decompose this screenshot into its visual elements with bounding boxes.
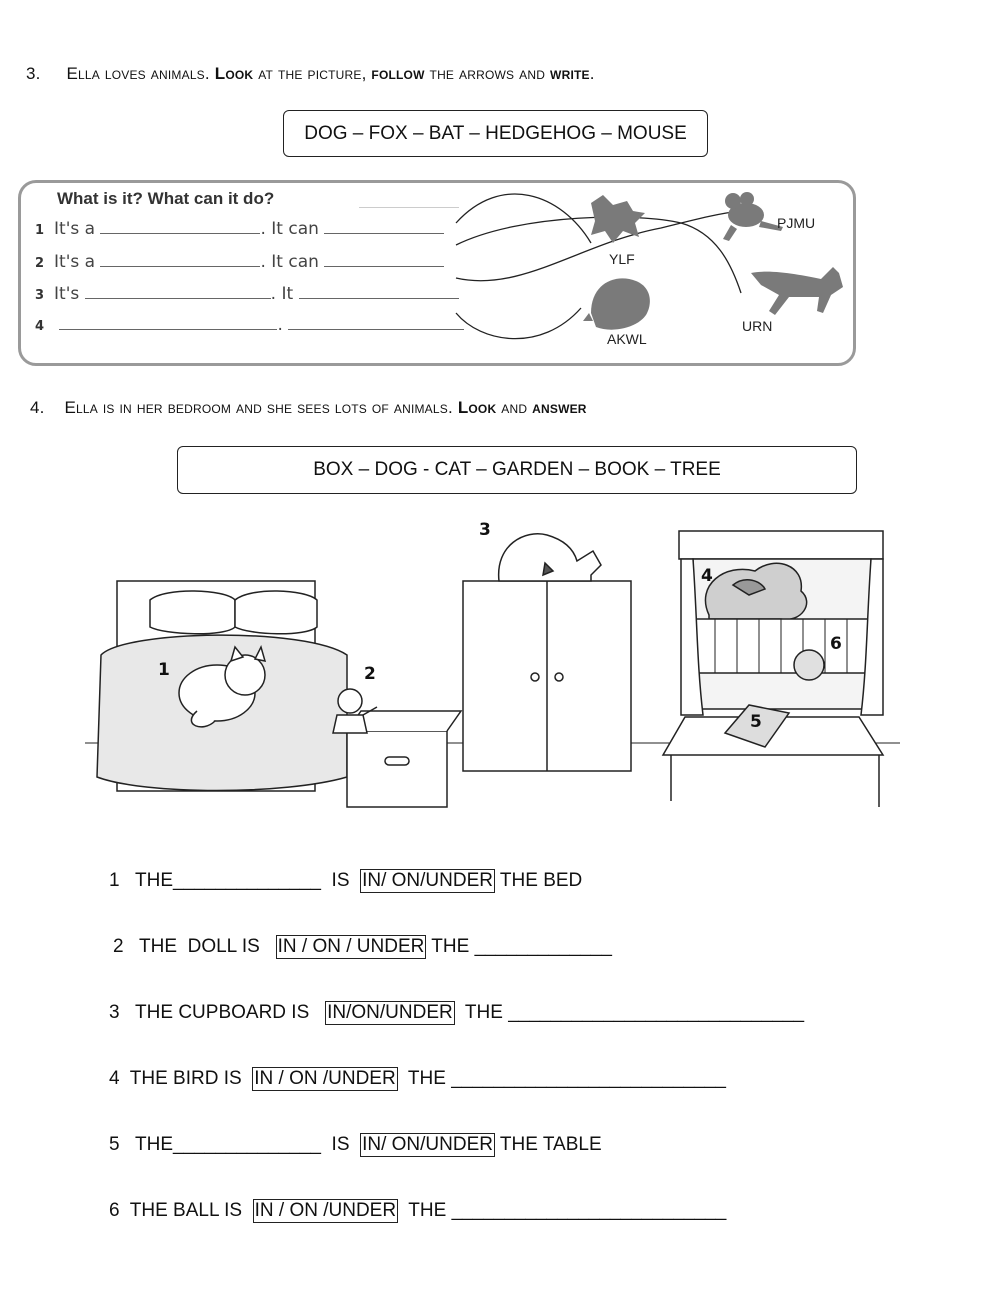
q2-options[interactable]: IN / ON / UNDER bbox=[277, 936, 425, 957]
q1-post: THE BED bbox=[494, 870, 583, 891]
label-pjmu: PJMU bbox=[777, 215, 816, 231]
pic-number-1: 1 bbox=[158, 660, 170, 680]
s3-instr-2: at the picture, bbox=[253, 64, 372, 83]
word-bank-places-text: BOX – DOG - CAT – GARDEN – BOOK – TREE bbox=[313, 459, 721, 480]
section-4-number: 4. bbox=[30, 398, 45, 417]
row-3-num: 3 bbox=[35, 288, 45, 303]
panel-row-2 bbox=[35, 252, 444, 272]
s3-instr-3: follow bbox=[371, 64, 425, 83]
q5-post: THE TABLE bbox=[494, 1134, 602, 1155]
s3-instr-5: write bbox=[550, 64, 590, 83]
question-2 bbox=[113, 935, 612, 959]
question-4 bbox=[109, 1067, 726, 1091]
question-1 bbox=[109, 869, 582, 893]
row-3-blank-a[interactable] bbox=[85, 298, 271, 299]
row-3-blank-b[interactable] bbox=[299, 298, 459, 299]
toy-box bbox=[347, 731, 447, 807]
row-1-mid: . It can bbox=[260, 219, 319, 239]
q4-options[interactable]: IN / ON /UNDER bbox=[254, 1068, 396, 1089]
q4-pre: 4 THE BIRD IS bbox=[109, 1068, 253, 1089]
label-akwl: AKWL bbox=[607, 331, 647, 347]
word-bank-animals bbox=[283, 110, 708, 157]
s3-instr-1: Look bbox=[214, 64, 254, 83]
q2-post: THE _____________ bbox=[426, 936, 612, 957]
q3-options[interactable]: IN/ON/UNDER bbox=[327, 1002, 453, 1023]
bat-icon bbox=[591, 195, 645, 243]
row-2-start: It's a bbox=[54, 252, 96, 272]
panel-row-1 bbox=[35, 219, 444, 239]
question-6 bbox=[109, 1199, 726, 1223]
row-4-num: 4 bbox=[35, 319, 45, 334]
label-ylf: YLF bbox=[609, 251, 635, 267]
matching-panel bbox=[18, 180, 856, 366]
mouse-icon bbox=[723, 192, 783, 241]
q6-post: THE __________________________ bbox=[398, 1200, 727, 1221]
label-urn: URN bbox=[742, 318, 773, 334]
dog-on-cupboard-icon bbox=[499, 534, 601, 581]
pic-number-3: 3 bbox=[479, 520, 491, 540]
q5-pre: 5 THE______________ IS bbox=[109, 1134, 361, 1155]
section-4-heading bbox=[30, 398, 587, 418]
question-3 bbox=[109, 1001, 804, 1025]
q1-pre: 1 THE______________ IS bbox=[109, 870, 361, 891]
panel-row-4 bbox=[35, 315, 464, 335]
q1-options[interactable]: IN/ ON/UNDER bbox=[362, 870, 493, 891]
pic-number-6: 6 bbox=[830, 634, 842, 654]
word-bank-animals-text: DOG – FOX – BAT – HEDGEHOG – MOUSE bbox=[304, 122, 687, 144]
row-1-start: It's a bbox=[54, 219, 96, 239]
row-3-mid: . It bbox=[270, 284, 294, 304]
pic-number-2: 2 bbox=[364, 664, 376, 684]
q3-post: THE ____________________________ bbox=[454, 1002, 805, 1023]
row-4-mid: . bbox=[277, 315, 283, 335]
row-2-blank-a[interactable] bbox=[100, 266, 260, 267]
panel-title: What is it? What can it do? bbox=[57, 189, 275, 208]
q2-pre: 2 THE DOLL IS bbox=[113, 936, 276, 957]
window-top bbox=[679, 531, 883, 559]
ball-icon bbox=[794, 650, 824, 680]
section-3-number: 3. bbox=[26, 64, 41, 83]
pic-number-4: 4 bbox=[701, 566, 713, 586]
pic-number-5: 5 bbox=[750, 712, 762, 732]
q6-options[interactable]: IN / ON /UNDER bbox=[254, 1200, 397, 1221]
row-4-blank-a[interactable] bbox=[59, 329, 277, 330]
q5-options[interactable]: IN/ ON/UNDER bbox=[362, 1134, 493, 1155]
row-1-blank-b[interactable] bbox=[324, 233, 444, 234]
panel-row-3 bbox=[35, 284, 459, 304]
word-bank-places bbox=[177, 446, 857, 494]
row-2-num: 2 bbox=[35, 256, 45, 271]
row-1-num: 1 bbox=[35, 223, 45, 238]
q3-pre: 3 THE CUPBOARD IS bbox=[109, 1002, 326, 1023]
hedgehog-icon bbox=[583, 278, 650, 329]
row-3-start: It's bbox=[54, 284, 80, 304]
q4-post: THE __________________________ bbox=[397, 1068, 726, 1089]
s3-instr-4: the arrows and bbox=[424, 64, 551, 83]
s4-instr-3: answer bbox=[532, 398, 587, 417]
question-5 bbox=[109, 1133, 602, 1157]
s4-instr-2: and bbox=[496, 398, 533, 417]
s4-instr-1: Look bbox=[457, 398, 497, 417]
row-4-blank-b[interactable] bbox=[288, 329, 464, 330]
row-2-mid: . It can bbox=[260, 252, 319, 272]
s3-instr-0: Ella loves animals. bbox=[66, 64, 215, 83]
row-1-blank-a[interactable] bbox=[100, 233, 260, 234]
s3-instr-6: . bbox=[589, 64, 595, 83]
dog-icon bbox=[751, 267, 843, 315]
s4-instr-0: Ella is in her bedroom and she sees lots of animals. bbox=[64, 398, 458, 417]
q6-pre: 6 THE BALL IS bbox=[109, 1200, 253, 1221]
bedroom-illustration bbox=[85, 515, 905, 815]
section-3-heading bbox=[26, 64, 595, 84]
row-2-blank-b[interactable] bbox=[324, 266, 444, 267]
